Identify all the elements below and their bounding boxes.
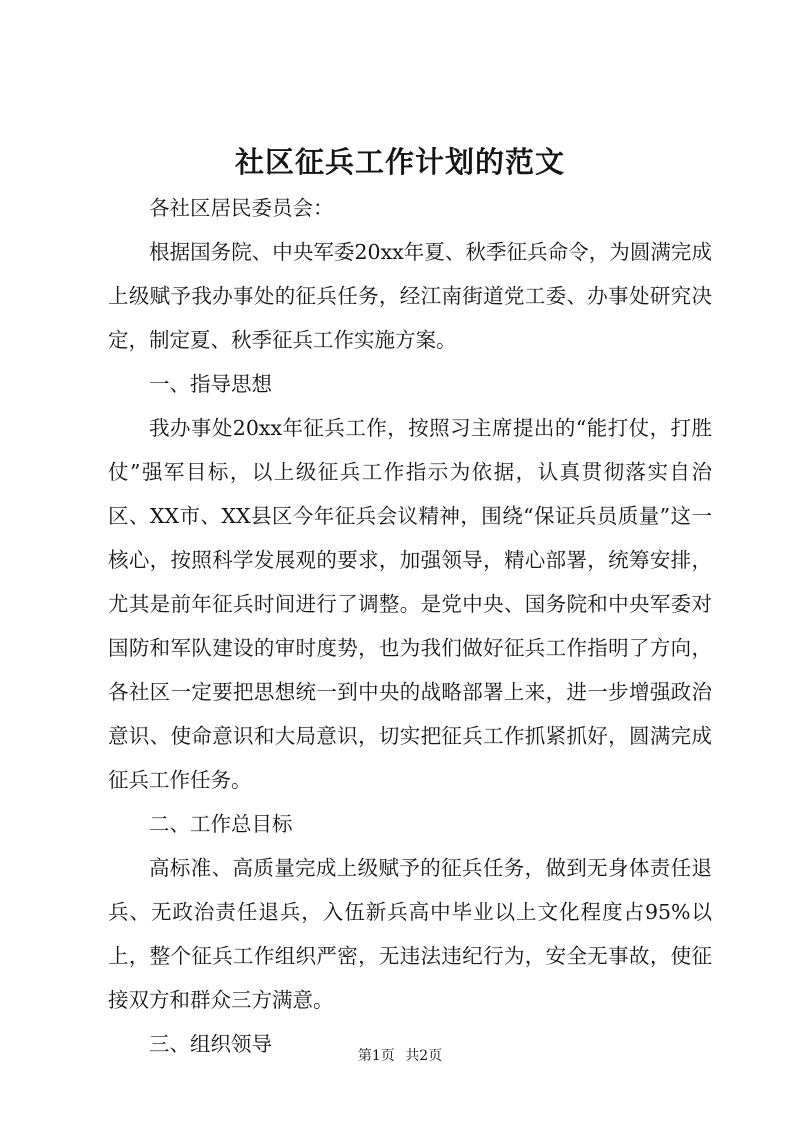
page-number: 第1页 [357, 1048, 395, 1064]
section-heading-guiding-ideology: 一、指导思想 [149, 372, 272, 396]
guiding-ideology-paragraph: 我办事处20xx年征兵工作，按照习主席提出的“能打仗，打胜仗”强军目标，以上级征兵工作指示为依据，认真贯彻落实自治区、XX市、XX县区今年征兵会议精神，围绕“保证兵员质量”这一核心，按照科学发展观的要求，加强领导，精心部署，统筹安排，尤其是前年征兵时间进行了调整。是党中央、国务院和中央军委对国防和军队建设的审时度势，也为我们做好征兵工作指明了方向，各社区一定要把思想统一到中央的战略部署上来，进一步增强政治意识、使命意识和大局意识，切实把征兵工作抓紧抓好，圆满完成征兵工作任务。 [108, 416, 712, 792]
intro-paragraph: 根据国务院、中央军委20xx年夏、秋季征兵命令，为圆满完成上级赋予我办事处的征兵任务，经江南街道党工委、办事处研究决定，制定夏、秋季征兵工作实施方案。 [108, 240, 712, 352]
page-footer [0, 1046, 800, 1066]
section-heading-organization-leadership: 三、组织领导 [149, 1032, 272, 1056]
total-pages: 共2页 [405, 1048, 443, 1064]
document-title: 社区征兵工作计划的范文 [234, 145, 565, 179]
section-heading-overall-goal: 二、工作总目标 [149, 812, 293, 836]
document-body [108, 186, 712, 1066]
overall-goal-paragraph: 高标准、高质量完成上级赋予的征兵任务，做到无身体责任退兵、无政治责任退兵，入伍新兵高中毕业以上文化程度占95%以上，整个征兵工作组织严密，无违法违纪行为，安全无事故，使征接双方和群众三方满意。 [108, 856, 712, 1012]
salutation-paragraph: 各社区居民委员会： [149, 196, 334, 220]
